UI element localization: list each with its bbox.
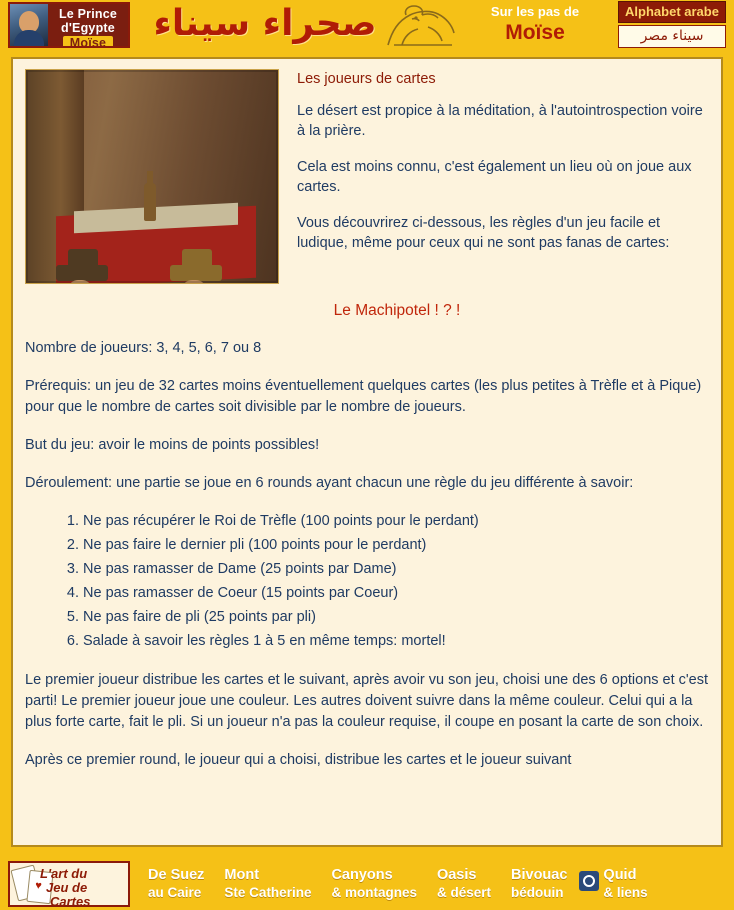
footer-nav-label-line2: Ste Catherine	[224, 885, 312, 900]
card-players-painting	[25, 69, 279, 284]
logo-line-3: Moïse	[63, 36, 113, 48]
footer-nav-label-line2: au Caire	[148, 885, 202, 900]
game-name-heading: Le Machipotel ! ? !	[333, 302, 461, 319]
logo-label	[48, 4, 128, 46]
subtitle-line-2: Moïse	[505, 21, 565, 44]
alphabet-arabe-button[interactable]: Alphabet arabe	[618, 1, 726, 23]
footer-nav-label-line2: & désert	[436, 885, 491, 900]
site-header	[0, 0, 734, 52]
article-body	[25, 338, 709, 771]
alphabet-panel[interactable]	[618, 1, 726, 48]
sphinx-icon	[382, 1, 462, 51]
globe-icon	[579, 871, 599, 891]
footer-nav-quid-liens[interactable]	[577, 867, 657, 901]
footer-navigation	[138, 860, 730, 908]
footer-nav-label-line1: Bivouac	[511, 867, 568, 883]
art-du-jeu-de-cartes-logo[interactable]	[8, 861, 130, 907]
cards-logo-line-1: L'art du	[40, 866, 88, 881]
cards-logo-label	[40, 867, 90, 907]
rules-list	[25, 511, 709, 652]
footer-nav-mont-ste-catherine[interactable]	[214, 867, 321, 901]
site-subtitle	[465, 3, 605, 45]
intro-paragraph-3: Vous découvrirez ci-dessous, les règles d'un jeu facile et ludique, même pour ceux qui ne sont pas fanas de cartes:	[297, 215, 670, 251]
intro-paragraph-2: Cela est moins connu, c'est également un lieu où on joue aux cartes.	[297, 159, 692, 195]
list-item: 6. Salade à savoir les règles 1 à 5 en même temps: mortel!	[83, 631, 709, 652]
goal: But du jeu: avoir le moins de points possibles!	[25, 437, 320, 453]
moses-portrait-icon	[10, 4, 48, 46]
flow: Déroulement: une partie se joue en 6 rounds ayant chacun une règle du jeu différente à savoir:	[25, 475, 634, 491]
site-footer	[0, 858, 734, 910]
heart-pip-icon: ♥	[34, 879, 43, 893]
footer-nav-label-line2: & liens	[603, 885, 648, 900]
paragraph-next-round: Après ce premier round, le joueur qui a choisi, distribue les cartes et le joueur suivant	[25, 752, 572, 768]
footer-nav-label-line1: Mont	[224, 867, 260, 883]
players-count: Nombre de joueurs: 3, 4, 5, 6, 7 ou 8	[25, 340, 262, 356]
article-top-row	[25, 69, 709, 284]
footer-nav-label-line2: & montagnes	[331, 885, 417, 900]
footer-nav-oasis-desert[interactable]	[427, 867, 501, 901]
prince-of-egypt-logo[interactable]	[8, 2, 130, 48]
list-item: 1. Ne pas récupérer le Roi de Trèfle (100 points pour le perdant)	[83, 511, 709, 532]
alphabet-arabic-label[interactable]: سيناء مصر	[618, 25, 726, 48]
footer-nav-label-line1: Oasis	[436, 867, 477, 883]
footer-nav-label-line1: Canyons	[331, 867, 393, 883]
list-item: 2. Ne pas faire le dernier pli (100 points pour le perdant)	[83, 535, 709, 556]
prerequisites: Prérequis: un jeu de 32 cartes moins éventuellement quelques cartes (les plus petites à Trèfle et à Pique) pour que le nombre de cartes soit divisible par le nombre de joueurs.	[25, 378, 702, 415]
footer-nav-label-line1: De Suez	[148, 867, 205, 883]
logo-line-1: Le Prince	[58, 7, 118, 21]
intro-paragraph-1: Le désert est propice à la méditation, à l'autointrospection voire à la prière.	[297, 103, 703, 139]
footer-nav-de-suez-au-caire[interactable]	[138, 867, 214, 901]
footer-nav-canyons-montagnes[interactable]	[321, 867, 427, 901]
spacer	[25, 660, 709, 670]
cards-logo-line-2: Jeu de	[46, 880, 88, 895]
logo-line-2: d'Egypte	[61, 21, 115, 35]
list-item: 4. Ne pas ramasser de Coeur (15 points par Coeur)	[83, 583, 709, 604]
painting-frame	[26, 70, 278, 283]
paragraph-distribution: Le premier joueur distribue les cartes et le suivant, après avoir vu son jeu, choisi une des 6 options et c'est parti! Le premier joueur joue une couleur. Les autres doivent suivre dans la même couleur. Celui qui a la plus forte carte, fait le pli. Si un joueur n'a pas la couleur requise, il coupe en posant la carte de son choix.	[25, 672, 709, 730]
article-intro	[297, 69, 709, 284]
list-item: 3. Ne pas ramasser de Dame (25 points par Dame)	[83, 559, 709, 580]
footer-nav-label-line1: Quid	[603, 867, 637, 883]
arabic-title: صحراء سيناء	[153, 3, 377, 44]
list-item: 5. Ne pas faire de pli (25 points par pli)	[83, 607, 709, 628]
article-card	[11, 57, 723, 847]
subtitle-line-1: Sur les pas de	[490, 4, 580, 19]
cards-logo-line-3: Cartes	[50, 894, 91, 907]
footer-nav-label-line2: bédouin	[511, 885, 564, 900]
article-title: Les joueurs de cartes	[297, 71, 436, 87]
footer-nav-bivouac-bedouin[interactable]	[501, 867, 577, 901]
